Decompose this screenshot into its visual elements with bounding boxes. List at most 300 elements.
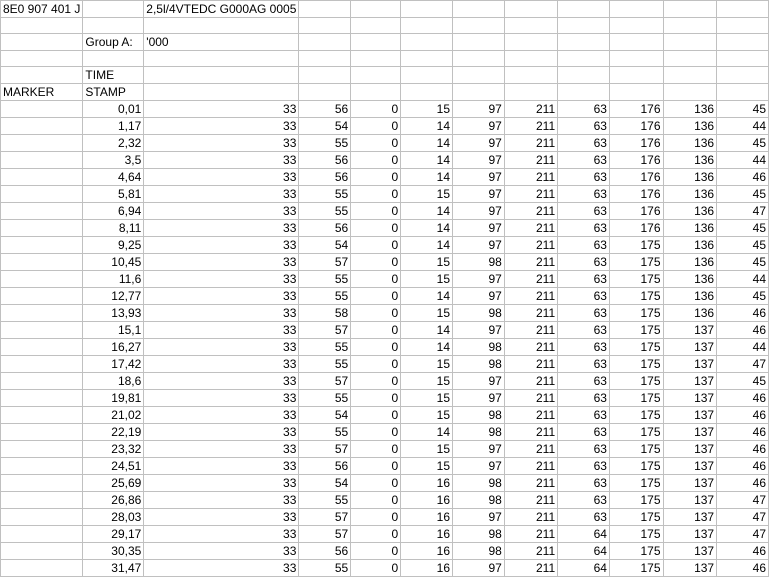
cell-value[interactable]: 14	[401, 339, 453, 356]
cell-part-number[interactable]: 8E0 907 401 J	[1, 1, 83, 18]
cell-time-stamp[interactable]: 25,69	[83, 475, 144, 492]
cell-value[interactable]: 44	[717, 339, 769, 356]
cell-value[interactable]: 15	[401, 458, 453, 475]
cell-marker[interactable]	[1, 305, 83, 322]
cell-value[interactable]: 55	[299, 271, 351, 288]
cell-time-stamp[interactable]: 18,6	[83, 373, 144, 390]
cell-value[interactable]: 0	[351, 169, 401, 186]
cell-value[interactable]: 136	[663, 220, 717, 237]
cell-value[interactable]: 63	[558, 220, 610, 237]
cell-empty[interactable]	[453, 18, 505, 34]
cell-empty[interactable]	[663, 84, 717, 101]
cell-empty[interactable]	[299, 84, 351, 101]
cell-value[interactable]: 175	[609, 356, 663, 373]
cell-empty[interactable]	[504, 34, 557, 51]
cell-value[interactable]: 0	[351, 560, 401, 577]
cell-value[interactable]: 47	[717, 509, 769, 526]
cell-value[interactable]: 47	[717, 492, 769, 509]
cell-marker[interactable]	[1, 526, 83, 543]
cell-value[interactable]: 16	[401, 560, 453, 577]
cell-value[interactable]: 46	[717, 169, 769, 186]
cell-value[interactable]: 33	[144, 526, 299, 543]
cell-value[interactable]: 211	[504, 407, 557, 424]
cell-value[interactable]: 97	[453, 203, 505, 220]
cell-value[interactable]: 54	[299, 475, 351, 492]
cell-value[interactable]: 98	[453, 254, 505, 271]
cell-empty[interactable]	[401, 18, 453, 34]
cell-value[interactable]: 176	[609, 169, 663, 186]
cell-value[interactable]: 211	[504, 441, 557, 458]
cell-value[interactable]: 33	[144, 543, 299, 560]
cell-value[interactable]: 63	[558, 254, 610, 271]
cell-empty[interactable]	[663, 67, 717, 84]
cell-value[interactable]: 63	[558, 186, 610, 203]
cell-value[interactable]: 0	[351, 543, 401, 560]
cell-value[interactable]: 211	[504, 305, 557, 322]
cell-value[interactable]: 211	[504, 169, 557, 186]
cell-empty[interactable]	[1, 34, 83, 51]
cell-value[interactable]: 97	[453, 186, 505, 203]
cell-empty[interactable]	[144, 84, 299, 101]
cell-value[interactable]: 44	[717, 271, 769, 288]
cell-value[interactable]: 136	[663, 237, 717, 254]
cell-time-stamp[interactable]: 21,02	[83, 407, 144, 424]
cell-value[interactable]: 55	[299, 560, 351, 577]
cell-marker[interactable]	[1, 271, 83, 288]
cell-empty[interactable]	[1, 51, 83, 67]
cell-value[interactable]: 15	[401, 186, 453, 203]
cell-value[interactable]: 46	[717, 543, 769, 560]
cell-marker[interactable]	[1, 390, 83, 407]
cell-marker[interactable]	[1, 254, 83, 271]
cell-time-stamp[interactable]: 29,17	[83, 526, 144, 543]
cell-value[interactable]: 0	[351, 424, 401, 441]
cell-value[interactable]: 33	[144, 424, 299, 441]
cell-empty[interactable]	[663, 34, 717, 51]
cell-value[interactable]: 14	[401, 424, 453, 441]
cell-time-stamp[interactable]: 15,1	[83, 322, 144, 339]
cell-time-stamp[interactable]: 8,11	[83, 220, 144, 237]
cell-time-stamp[interactable]: 5,81	[83, 186, 144, 203]
cell-value[interactable]: 97	[453, 509, 505, 526]
cell-value[interactable]: 15	[401, 407, 453, 424]
cell-time-stamp[interactable]: 23,32	[83, 441, 144, 458]
cell-value[interactable]: 64	[558, 543, 610, 560]
cell-marker[interactable]	[1, 492, 83, 509]
cell-value[interactable]: 211	[504, 424, 557, 441]
cell-value[interactable]: 16	[401, 543, 453, 560]
cell-value[interactable]: 55	[299, 424, 351, 441]
cell-value[interactable]: 14	[401, 135, 453, 152]
cell-value[interactable]: 0	[351, 237, 401, 254]
cell-empty[interactable]	[609, 1, 663, 18]
cell-value[interactable]: 136	[663, 118, 717, 135]
cell-empty[interactable]	[504, 18, 557, 34]
cell-value[interactable]: 97	[453, 101, 505, 118]
cell-value[interactable]: 46	[717, 458, 769, 475]
cell-engine-desc[interactable]: 2,5l/4VTEDC G000AG 0005	[144, 1, 299, 18]
cell-empty[interactable]	[351, 67, 401, 84]
cell-value[interactable]: 98	[453, 356, 505, 373]
cell-value[interactable]: 137	[663, 526, 717, 543]
cell-value[interactable]: 97	[453, 288, 505, 305]
cell-value[interactable]: 0	[351, 135, 401, 152]
cell-value[interactable]: 64	[558, 526, 610, 543]
cell-value[interactable]: 98	[453, 424, 505, 441]
cell-value[interactable]: 176	[609, 152, 663, 169]
cell-value[interactable]: 63	[558, 135, 610, 152]
cell-value[interactable]: 14	[401, 237, 453, 254]
cell-empty[interactable]	[663, 1, 717, 18]
cell-time-stamp[interactable]: 2,32	[83, 135, 144, 152]
cell-value[interactable]: 0	[351, 509, 401, 526]
cell-empty[interactable]	[609, 18, 663, 34]
cell-empty[interactable]	[558, 67, 610, 84]
cell-value[interactable]: 211	[504, 118, 557, 135]
cell-value[interactable]: 33	[144, 271, 299, 288]
cell-empty[interactable]	[299, 51, 351, 67]
cell-value[interactable]: 211	[504, 356, 557, 373]
cell-value[interactable]: 0	[351, 288, 401, 305]
cell-value[interactable]: 0	[351, 458, 401, 475]
cell-value[interactable]: 45	[717, 135, 769, 152]
cell-value[interactable]: 97	[453, 441, 505, 458]
cell-value[interactable]: 15	[401, 271, 453, 288]
cell-value[interactable]: 97	[453, 458, 505, 475]
cell-empty[interactable]	[453, 84, 505, 101]
cell-value[interactable]: 211	[504, 543, 557, 560]
cell-time-stamp[interactable]: 6,94	[83, 203, 144, 220]
cell-marker[interactable]	[1, 407, 83, 424]
cell-empty[interactable]	[299, 34, 351, 51]
cell-value[interactable]: 0	[351, 271, 401, 288]
cell-value[interactable]: 211	[504, 526, 557, 543]
cell-value[interactable]: 211	[504, 203, 557, 220]
cell-time-stamp[interactable]: 3,5	[83, 152, 144, 169]
cell-value[interactable]: 175	[609, 543, 663, 560]
cell-value[interactable]: 0	[351, 492, 401, 509]
cell-empty[interactable]	[83, 51, 144, 67]
cell-value[interactable]: 63	[558, 492, 610, 509]
cell-marker[interactable]	[1, 543, 83, 560]
cell-marker[interactable]	[1, 560, 83, 577]
cell-value[interactable]: 137	[663, 407, 717, 424]
cell-value[interactable]: 45	[717, 186, 769, 203]
cell-value[interactable]: 33	[144, 441, 299, 458]
cell-value[interactable]: 45	[717, 254, 769, 271]
cell-empty[interactable]	[609, 67, 663, 84]
cell-empty[interactable]	[504, 1, 557, 18]
cell-value[interactable]: 175	[609, 390, 663, 407]
cell-value[interactable]: 33	[144, 101, 299, 118]
cell-value[interactable]: 46	[717, 475, 769, 492]
cell-value[interactable]: 98	[453, 339, 505, 356]
cell-value[interactable]: 63	[558, 407, 610, 424]
cell-value[interactable]: 175	[609, 492, 663, 509]
cell-value[interactable]: 136	[663, 101, 717, 118]
cell-empty[interactable]	[558, 84, 610, 101]
cell-value[interactable]: 33	[144, 560, 299, 577]
cell-value[interactable]: 46	[717, 407, 769, 424]
cell-value[interactable]: 97	[453, 169, 505, 186]
cell-value[interactable]: 175	[609, 305, 663, 322]
cell-value[interactable]: 63	[558, 169, 610, 186]
cell-marker[interactable]	[1, 475, 83, 492]
cell-value[interactable]: 175	[609, 339, 663, 356]
cell-empty[interactable]	[351, 18, 401, 34]
cell-value[interactable]: 64	[558, 560, 610, 577]
cell-marker-label[interactable]: MARKER	[1, 84, 83, 101]
cell-value[interactable]: 63	[558, 441, 610, 458]
cell-empty[interactable]	[144, 67, 299, 84]
cell-empty[interactable]	[663, 18, 717, 34]
cell-value[interactable]: 98	[453, 407, 505, 424]
cell-value[interactable]: 57	[299, 322, 351, 339]
cell-time-stamp[interactable]: 31,47	[83, 560, 144, 577]
cell-empty[interactable]	[299, 18, 351, 34]
cell-marker[interactable]	[1, 373, 83, 390]
cell-value[interactable]: 175	[609, 322, 663, 339]
cell-value[interactable]: 63	[558, 509, 610, 526]
cell-value[interactable]: 137	[663, 543, 717, 560]
cell-value[interactable]: 16	[401, 475, 453, 492]
cell-value[interactable]: 136	[663, 203, 717, 220]
cell-value[interactable]: 176	[609, 101, 663, 118]
cell-value[interactable]: 137	[663, 424, 717, 441]
cell-value[interactable]: 211	[504, 492, 557, 509]
cell-value[interactable]: 63	[558, 305, 610, 322]
cell-value[interactable]: 63	[558, 475, 610, 492]
cell-empty[interactable]	[401, 51, 453, 67]
cell-value[interactable]: 211	[504, 475, 557, 492]
cell-marker[interactable]	[1, 339, 83, 356]
cell-time-stamp[interactable]: 1,17	[83, 118, 144, 135]
cell-value[interactable]: 14	[401, 322, 453, 339]
cell-value[interactable]: 63	[558, 373, 610, 390]
cell-value[interactable]: 56	[299, 458, 351, 475]
cell-value[interactable]: 175	[609, 373, 663, 390]
cell-value[interactable]: 0	[351, 322, 401, 339]
cell-value[interactable]: 45	[717, 373, 769, 390]
cell-time-stamp[interactable]: 16,27	[83, 339, 144, 356]
cell-value[interactable]: 57	[299, 373, 351, 390]
cell-value[interactable]: 63	[558, 356, 610, 373]
cell-value[interactable]: 211	[504, 390, 557, 407]
cell-value[interactable]: 176	[609, 203, 663, 220]
cell-value[interactable]: 56	[299, 152, 351, 169]
cell-empty[interactable]	[144, 51, 299, 67]
cell-value[interactable]: 46	[717, 441, 769, 458]
cell-value[interactable]: 136	[663, 186, 717, 203]
cell-empty[interactable]	[299, 1, 351, 18]
cell-value[interactable]: 63	[558, 101, 610, 118]
cell-value[interactable]: 98	[453, 492, 505, 509]
cell-value[interactable]: 14	[401, 152, 453, 169]
cell-empty[interactable]	[558, 1, 610, 18]
cell-value[interactable]: 175	[609, 560, 663, 577]
cell-value[interactable]: 47	[717, 356, 769, 373]
cell-value[interactable]: 175	[609, 424, 663, 441]
cell-marker[interactable]	[1, 101, 83, 118]
cell-value[interactable]: 44	[717, 118, 769, 135]
cell-value[interactable]: 137	[663, 373, 717, 390]
cell-value[interactable]: 0	[351, 339, 401, 356]
cell-value[interactable]: 97	[453, 135, 505, 152]
cell-value[interactable]: 15	[401, 373, 453, 390]
cell-value[interactable]: 33	[144, 475, 299, 492]
cell-empty[interactable]	[558, 51, 610, 67]
cell-value[interactable]: 0	[351, 101, 401, 118]
cell-value[interactable]: 45	[717, 101, 769, 118]
cell-empty[interactable]	[83, 18, 144, 34]
cell-value[interactable]: 33	[144, 118, 299, 135]
cell-value[interactable]: 47	[717, 203, 769, 220]
cell-time-stamp[interactable]: 30,35	[83, 543, 144, 560]
cell-value[interactable]: 98	[453, 543, 505, 560]
cell-value[interactable]: 97	[453, 237, 505, 254]
cell-value[interactable]: 175	[609, 271, 663, 288]
cell-value[interactable]: 55	[299, 492, 351, 509]
cell-value[interactable]: 33	[144, 390, 299, 407]
cell-empty[interactable]	[351, 84, 401, 101]
cell-value[interactable]: 55	[299, 339, 351, 356]
cell-value[interactable]: 33	[144, 169, 299, 186]
cell-value[interactable]: 211	[504, 101, 557, 118]
cell-value[interactable]: 63	[558, 203, 610, 220]
cell-group-value[interactable]: '000	[144, 34, 299, 51]
cell-value[interactable]: 45	[717, 220, 769, 237]
cell-empty[interactable]	[717, 51, 769, 67]
cell-value[interactable]: 55	[299, 288, 351, 305]
cell-value[interactable]: 14	[401, 288, 453, 305]
cell-value[interactable]: 57	[299, 441, 351, 458]
cell-value[interactable]: 137	[663, 560, 717, 577]
cell-value[interactable]: 14	[401, 169, 453, 186]
cell-value[interactable]: 14	[401, 118, 453, 135]
cell-marker[interactable]	[1, 509, 83, 526]
cell-value[interactable]: 15	[401, 356, 453, 373]
cell-empty[interactable]	[453, 34, 505, 51]
cell-value[interactable]: 63	[558, 322, 610, 339]
cell-value[interactable]: 54	[299, 237, 351, 254]
cell-empty[interactable]	[717, 84, 769, 101]
cell-value[interactable]: 33	[144, 152, 299, 169]
cell-value[interactable]: 176	[609, 186, 663, 203]
cell-value[interactable]: 44	[717, 152, 769, 169]
cell-value[interactable]: 137	[663, 339, 717, 356]
cell-value[interactable]: 63	[558, 458, 610, 475]
cell-value[interactable]: 33	[144, 356, 299, 373]
cell-empty[interactable]	[504, 51, 557, 67]
cell-empty[interactable]	[144, 18, 299, 34]
cell-marker[interactable]	[1, 441, 83, 458]
cell-value[interactable]: 33	[144, 305, 299, 322]
cell-value[interactable]: 57	[299, 509, 351, 526]
cell-value[interactable]: 33	[144, 135, 299, 152]
cell-empty[interactable]	[453, 67, 505, 84]
cell-value[interactable]: 15	[401, 441, 453, 458]
cell-value[interactable]: 137	[663, 441, 717, 458]
cell-marker[interactable]	[1, 220, 83, 237]
cell-marker[interactable]	[1, 322, 83, 339]
cell-time-stamp[interactable]: 10,45	[83, 254, 144, 271]
cell-time-stamp[interactable]: 17,42	[83, 356, 144, 373]
cell-value[interactable]: 33	[144, 492, 299, 509]
cell-value[interactable]: 33	[144, 254, 299, 271]
cell-value[interactable]: 63	[558, 424, 610, 441]
cell-value[interactable]: 46	[717, 390, 769, 407]
cell-value[interactable]: 175	[609, 441, 663, 458]
cell-value[interactable]: 0	[351, 220, 401, 237]
cell-value[interactable]: 33	[144, 509, 299, 526]
cell-stamp-label[interactable]: STAMP	[83, 84, 144, 101]
cell-value[interactable]: 0	[351, 475, 401, 492]
cell-value[interactable]: 136	[663, 254, 717, 271]
cell-value[interactable]: 137	[663, 492, 717, 509]
cell-value[interactable]: 63	[558, 118, 610, 135]
cell-value[interactable]: 211	[504, 220, 557, 237]
cell-value[interactable]: 211	[504, 186, 557, 203]
cell-value[interactable]: 211	[504, 271, 557, 288]
cell-value[interactable]: 16	[401, 492, 453, 509]
cell-value[interactable]: 175	[609, 407, 663, 424]
cell-value[interactable]: 0	[351, 373, 401, 390]
cell-empty[interactable]	[504, 84, 557, 101]
cell-value[interactable]: 211	[504, 560, 557, 577]
cell-time-stamp[interactable]: 22,19	[83, 424, 144, 441]
cell-value[interactable]: 55	[299, 186, 351, 203]
cell-value[interactable]: 46	[717, 424, 769, 441]
cell-value[interactable]: 98	[453, 305, 505, 322]
cell-value[interactable]: 14	[401, 220, 453, 237]
cell-value[interactable]: 33	[144, 220, 299, 237]
cell-empty[interactable]	[351, 51, 401, 67]
cell-value[interactable]: 0	[351, 441, 401, 458]
cell-value[interactable]: 55	[299, 390, 351, 407]
cell-marker[interactable]	[1, 186, 83, 203]
cell-marker[interactable]	[1, 169, 83, 186]
cell-marker[interactable]	[1, 356, 83, 373]
cell-value[interactable]: 0	[351, 254, 401, 271]
cell-empty[interactable]	[453, 1, 505, 18]
cell-time-stamp[interactable]: 11,6	[83, 271, 144, 288]
cell-empty[interactable]	[1, 18, 83, 34]
cell-value[interactable]: 176	[609, 220, 663, 237]
cell-value[interactable]: 211	[504, 135, 557, 152]
cell-value[interactable]: 63	[558, 271, 610, 288]
cell-empty[interactable]	[558, 18, 610, 34]
cell-value[interactable]: 63	[558, 390, 610, 407]
cell-value[interactable]: 98	[453, 526, 505, 543]
cell-value[interactable]: 14	[401, 203, 453, 220]
cell-value[interactable]: 175	[609, 458, 663, 475]
cell-empty[interactable]	[453, 51, 505, 67]
cell-value[interactable]: 46	[717, 560, 769, 577]
cell-time-stamp[interactable]: 12,77	[83, 288, 144, 305]
cell-value[interactable]: 63	[558, 339, 610, 356]
cell-empty[interactable]	[299, 67, 351, 84]
cell-value[interactable]: 0	[351, 526, 401, 543]
cell-value[interactable]: 0	[351, 356, 401, 373]
cell-empty[interactable]	[609, 51, 663, 67]
cell-value[interactable]: 45	[717, 237, 769, 254]
cell-empty[interactable]	[401, 67, 453, 84]
cell-value[interactable]: 137	[663, 356, 717, 373]
cell-value[interactable]: 137	[663, 322, 717, 339]
cell-time-stamp[interactable]: 26,86	[83, 492, 144, 509]
cell-empty[interactable]	[663, 51, 717, 67]
cell-value[interactable]: 15	[401, 390, 453, 407]
